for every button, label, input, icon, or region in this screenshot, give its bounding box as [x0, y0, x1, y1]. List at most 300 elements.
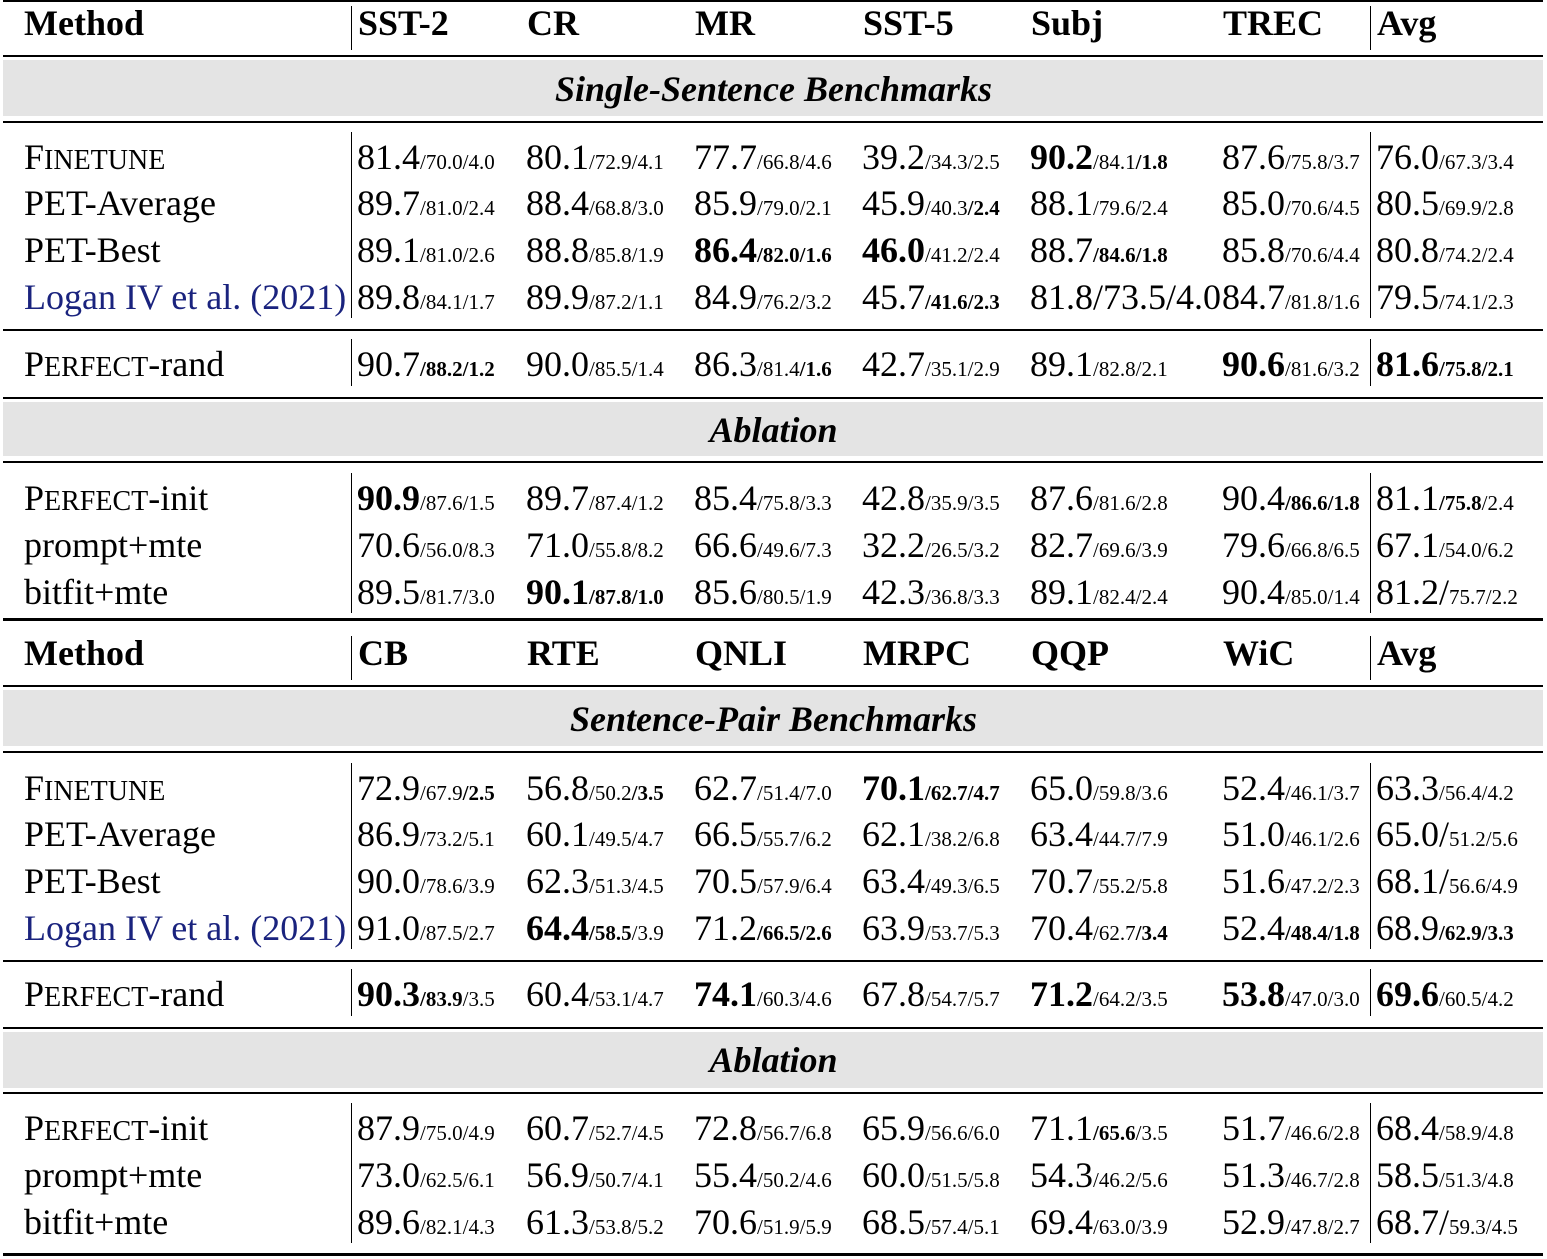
- score-std: 2.3: [1333, 874, 1360, 898]
- score-worst: 55.8: [594, 538, 632, 562]
- score-cell: [526, 861, 664, 909]
- score-separator: /: [631, 1168, 638, 1192]
- score-separator: /: [1135, 357, 1142, 381]
- table-row: [0, 974, 1547, 1014]
- column-header: CR: [527, 3, 579, 43]
- score-worst: 41.6: [930, 290, 968, 314]
- score-cell: [357, 768, 495, 816]
- score-cell: [1222, 525, 1360, 573]
- score-cell: [1376, 277, 1514, 325]
- score-worst: 46.1: [1290, 827, 1328, 851]
- score-std: 1.2: [468, 357, 495, 381]
- score-cell: [357, 1108, 495, 1156]
- score-worst: 50.2: [594, 781, 632, 805]
- score-std: 2.4: [1487, 243, 1514, 267]
- score-separator: /: [1285, 290, 1291, 314]
- method-name: [24, 1155, 202, 1195]
- score-mean: 53.8: [1222, 974, 1285, 1014]
- score-std: 3.9: [637, 921, 664, 945]
- score-mean: 32.2: [862, 525, 925, 565]
- score-separator: /: [1093, 491, 1099, 515]
- score-cell: [526, 478, 664, 526]
- score-separator: /: [757, 1121, 763, 1145]
- score-separator: /: [1093, 150, 1099, 174]
- score-separator: /: [757, 1168, 763, 1192]
- score-std: 4.7: [637, 987, 664, 1011]
- score-std: 5.2: [637, 1215, 664, 1239]
- score-std: 5.8: [973, 1168, 1000, 1192]
- score-mean: 84.9: [694, 277, 757, 317]
- score-std: 1.6: [805, 243, 832, 267]
- score-mean: 90.3: [357, 974, 420, 1014]
- method-name-first: prompt+mte: [24, 1155, 203, 1195]
- score-std: 2.2: [1491, 585, 1518, 609]
- score-cell: [357, 814, 495, 862]
- table-rule: [3, 329, 1543, 331]
- score-std: 3.0: [468, 585, 495, 609]
- score-separator: /: [799, 491, 806, 515]
- score-separator: /: [799, 538, 806, 562]
- score-separator: /: [1481, 150, 1488, 174]
- score-mean: 88.7: [1030, 230, 1093, 270]
- score-std: 4.9: [1491, 874, 1518, 898]
- score-std: 5.7: [973, 987, 1000, 1011]
- score-separator: /: [462, 196, 469, 220]
- score-cell: [862, 572, 1000, 620]
- score-mean: 45.7: [862, 277, 925, 317]
- score-std: 3.9: [1141, 538, 1168, 562]
- score-cell: [1030, 814, 1168, 862]
- score-mean: 71.2: [694, 908, 757, 948]
- score-separator: /: [1285, 1121, 1291, 1145]
- score-worst: 75.8: [762, 491, 800, 515]
- score-std: 3.5: [973, 491, 1000, 515]
- score-cell: [694, 137, 832, 185]
- score-mean: 51.3: [1222, 1155, 1285, 1195]
- score-mean: 89.1: [1030, 572, 1093, 612]
- score-cell: [1222, 768, 1360, 816]
- score-std: 4.5: [1491, 1215, 1518, 1239]
- score-std: 3.3: [805, 491, 832, 515]
- score-separator: /: [925, 1215, 931, 1239]
- score-mean: 70.7: [1030, 861, 1093, 901]
- score-std: 1.6: [805, 357, 832, 381]
- score-cell: [1030, 525, 1168, 573]
- score-cell: [1222, 1155, 1360, 1203]
- score-std: 1.9: [637, 243, 664, 267]
- score-separator: /: [967, 1121, 974, 1145]
- score-separator: /: [589, 243, 595, 267]
- score-std: 6.8: [805, 1121, 832, 1145]
- score-std: 4.4: [1333, 243, 1360, 267]
- score-worst: 62.7: [1098, 921, 1136, 945]
- column-header: SST-2: [358, 3, 449, 43]
- score-separator: /: [420, 538, 426, 562]
- score-worst: 51.3: [594, 874, 632, 898]
- score-cell: [1222, 861, 1360, 909]
- score-separator: /: [420, 357, 426, 381]
- score-separator: /: [462, 874, 469, 898]
- score-std: 3.5: [637, 781, 664, 805]
- score-std: 8.2: [637, 538, 664, 562]
- score-std: 2.5: [468, 781, 495, 805]
- score-separator: /: [1327, 538, 1334, 562]
- score-separator: /: [589, 781, 595, 805]
- score-mean: 89.6: [357, 1202, 420, 1242]
- score-std: 1.0: [637, 585, 664, 609]
- citation-link[interactable]: [24, 908, 346, 948]
- score-worst: 69.6: [1098, 538, 1136, 562]
- score-mean: 87.6: [1222, 137, 1285, 177]
- score-worst: 73.5: [1103, 277, 1167, 317]
- score-separator: /: [631, 150, 638, 174]
- score-mean: 89.9: [526, 277, 589, 317]
- score-cell: [1376, 230, 1514, 278]
- method-name: [24, 1108, 208, 1152]
- score-mean: 68.5: [862, 1202, 925, 1242]
- section-title: Single-Sentence Benchmarks: [554, 69, 993, 109]
- score-worst: 57.4: [930, 1215, 968, 1239]
- score-worst: 51.3: [1444, 1168, 1482, 1192]
- score-worst: 47.0: [1290, 987, 1328, 1011]
- score-separator: /: [1327, 150, 1334, 174]
- score-cell: [694, 230, 832, 278]
- score-cell: [862, 230, 1000, 278]
- score-mean: 90.6: [1222, 344, 1285, 384]
- score-mean: 81.4: [357, 137, 420, 177]
- score-mean: 63.4: [862, 861, 925, 901]
- score-separator: /: [799, 1215, 806, 1239]
- score-separator: /: [1093, 538, 1099, 562]
- method-name-first: P: [24, 1108, 45, 1148]
- score-mean: 66.5: [694, 814, 757, 854]
- score-separator: /: [462, 1121, 469, 1145]
- score-std: 4.6: [805, 1168, 832, 1192]
- score-worst: 82.0: [762, 243, 800, 267]
- score-separator: /: [967, 827, 974, 851]
- score-cell: [526, 1155, 664, 1203]
- score-mean: 76.0: [1376, 137, 1439, 177]
- score-separator: /: [1439, 921, 1445, 945]
- score-cell: [1376, 908, 1514, 956]
- column-header: QNLI: [695, 633, 788, 673]
- score-cell: [357, 908, 495, 956]
- table-rule: [3, 960, 1543, 962]
- score-worst: 64.2: [1098, 987, 1136, 1011]
- score-worst: 59.3: [1449, 1215, 1486, 1239]
- score-std: 6.4: [805, 874, 832, 898]
- column-separator: [1370, 6, 1371, 50]
- score-separator: /: [420, 150, 426, 174]
- score-separator: /: [1285, 196, 1291, 220]
- score-cell: [1376, 478, 1514, 526]
- score-separator: /: [925, 491, 931, 515]
- score-worst: 75.8: [1444, 357, 1482, 381]
- score-cell: [357, 1155, 495, 1203]
- score-separator: /: [462, 357, 469, 381]
- score-std: 1.8: [1141, 150, 1168, 174]
- score-separator: /: [1481, 781, 1488, 805]
- score-separator: /: [1481, 987, 1488, 1011]
- score-cell: [357, 478, 495, 526]
- score-separator: /: [1327, 585, 1334, 609]
- score-std: 2.5: [973, 150, 1000, 174]
- score-cell: [694, 861, 832, 909]
- score-cell: [694, 768, 832, 816]
- table-row: [0, 768, 1547, 808]
- score-std: 1.5: [468, 491, 495, 515]
- score-separator: /: [1439, 814, 1450, 854]
- score-worst: 53.8: [594, 1215, 632, 1239]
- method-name-smallcaps: INETUNE: [44, 145, 166, 176]
- score-worst: 62.9: [1444, 921, 1482, 945]
- score-std: 4.1: [637, 150, 664, 174]
- score-separator: /: [420, 874, 426, 898]
- score-std: 4.9: [468, 1121, 495, 1145]
- score-separator: /: [799, 243, 806, 267]
- score-separator: /: [420, 987, 426, 1011]
- score-separator: /: [967, 1215, 974, 1239]
- score-worst: 57.9: [762, 874, 800, 898]
- score-std: 3.5: [1141, 987, 1168, 1011]
- score-separator: /: [925, 781, 931, 805]
- score-std: 4.6: [805, 150, 832, 174]
- score-cell: [1222, 183, 1360, 231]
- score-separator: /: [1093, 1215, 1099, 1239]
- score-worst: 83.9: [425, 987, 463, 1011]
- score-separator: /: [1439, 150, 1445, 174]
- score-std: 3.7: [1333, 781, 1360, 805]
- column-header-method: Method: [24, 3, 144, 43]
- score-worst: 81.6: [1290, 357, 1328, 381]
- score-mean: 62.7: [694, 768, 757, 808]
- score-cell: [1030, 1202, 1168, 1250]
- score-worst: 46.6: [1290, 1121, 1328, 1145]
- score-separator: /: [1093, 921, 1099, 945]
- score-cell: [694, 572, 832, 620]
- score-separator: /: [1481, 491, 1488, 515]
- score-cell: [526, 525, 664, 573]
- score-std: 1.2: [637, 491, 664, 515]
- score-worst: 56.6: [1449, 874, 1486, 898]
- score-cell: [1030, 861, 1168, 909]
- score-separator: /: [1327, 781, 1334, 805]
- score-worst: 86.6: [1290, 491, 1328, 515]
- table-row: [0, 478, 1547, 518]
- score-mean: 89.8: [357, 277, 420, 317]
- score-mean: 74.1: [694, 974, 757, 1014]
- score-separator: /: [1135, 150, 1142, 174]
- column-separator: [351, 636, 352, 680]
- score-mean: 68.4: [1376, 1108, 1439, 1148]
- score-mean: 73.0: [357, 1155, 420, 1195]
- score-separator: /: [631, 585, 638, 609]
- score-separator: /: [1439, 491, 1445, 515]
- score-std: 2.1: [1487, 357, 1514, 381]
- score-separator: /: [589, 196, 595, 220]
- score-cell: [862, 277, 1000, 325]
- score-separator: /: [631, 1215, 638, 1239]
- score-std: 2.7: [1333, 1215, 1360, 1239]
- score-std: 3.2: [805, 290, 832, 314]
- score-cell: [357, 137, 495, 185]
- score-std: 2.4: [1141, 585, 1168, 609]
- score-std: 4.8: [1487, 1168, 1514, 1192]
- score-separator: /: [1439, 1168, 1445, 1192]
- score-worst: 81.4: [762, 357, 800, 381]
- score-std: 2.4: [1141, 196, 1168, 220]
- score-mean: 90.0: [357, 861, 420, 901]
- score-separator: /: [799, 357, 806, 381]
- method-name: [24, 861, 161, 901]
- score-cell: [694, 1202, 832, 1250]
- score-std: 6.1: [468, 1168, 495, 1192]
- score-separator: /: [1285, 243, 1291, 267]
- score-worst: 56.7: [762, 1121, 800, 1145]
- header-row: [0, 633, 1547, 673]
- score-std: 6.8: [973, 827, 1000, 851]
- score-mean: 86.4: [694, 230, 757, 270]
- table-rule: [3, 0, 1543, 2]
- score-worst: 51.4: [762, 781, 800, 805]
- score-cell: [694, 814, 832, 862]
- score-separator: /: [462, 585, 469, 609]
- score-mean: 69.4: [1030, 1202, 1093, 1242]
- score-cell: [1376, 1108, 1514, 1156]
- score-worst: 81.6: [1098, 491, 1136, 515]
- score-worst: 49.6: [762, 538, 800, 562]
- score-worst: 75.7: [1449, 585, 1486, 609]
- score-worst: 81.0: [425, 196, 463, 220]
- score-cell: [526, 1202, 664, 1250]
- score-separator: /: [757, 491, 763, 515]
- score-cell: [526, 230, 664, 278]
- score-cell: [1030, 1108, 1168, 1156]
- score-worst: 75.8: [1444, 491, 1482, 515]
- score-worst: 50.7: [594, 1168, 632, 1192]
- score-separator: /: [420, 827, 426, 851]
- score-worst: 46.2: [1098, 1168, 1136, 1192]
- score-worst: 67.9: [425, 781, 463, 805]
- score-separator: /: [1439, 572, 1450, 612]
- table-rule: [3, 751, 1543, 753]
- score-separator: /: [1285, 921, 1291, 945]
- score-mean: 89.7: [526, 478, 589, 518]
- score-cell: [862, 1202, 1000, 1250]
- score-separator: /: [1093, 1121, 1099, 1145]
- score-separator: /: [799, 921, 806, 945]
- score-cell: [357, 230, 495, 278]
- score-cell: [1030, 478, 1168, 526]
- score-separator: /: [967, 1168, 974, 1192]
- score-worst: 60.3: [762, 987, 800, 1011]
- score-std: 5.1: [468, 827, 495, 851]
- score-separator: /: [925, 290, 931, 314]
- score-std: 1.6: [1333, 290, 1360, 314]
- score-std: 2.6: [1333, 827, 1360, 851]
- score-std: 1.9: [805, 585, 832, 609]
- score-separator: /: [1327, 357, 1334, 381]
- score-separator: /: [1327, 921, 1334, 945]
- score-mean: 77.7: [694, 137, 757, 177]
- score-separator: /: [462, 1215, 469, 1239]
- method-name-first: P: [24, 344, 45, 384]
- score-separator: /: [1327, 1121, 1334, 1145]
- score-separator: /: [757, 150, 763, 174]
- table-row: [0, 908, 1547, 948]
- score-mean: 68.7: [1376, 1202, 1439, 1242]
- score-std: 8.3: [468, 538, 495, 562]
- score-worst: 76.2: [762, 290, 800, 314]
- score-separator: /: [1093, 357, 1099, 381]
- score-separator: /: [1285, 1168, 1291, 1192]
- score-cell: [1222, 1202, 1360, 1250]
- score-separator: /: [1135, 987, 1142, 1011]
- score-std: 3.7: [1333, 150, 1360, 174]
- column-header: MR: [695, 3, 755, 43]
- score-separator: /: [589, 357, 595, 381]
- score-cell: [357, 572, 495, 620]
- table-rule: [3, 1027, 1543, 1029]
- score-mean: 63.3: [1376, 768, 1439, 808]
- table-row: [0, 572, 1547, 612]
- score-mean: 90.1: [526, 572, 589, 612]
- score-separator: /: [757, 987, 763, 1011]
- score-worst: 51.2: [1449, 827, 1486, 851]
- score-separator: /: [1093, 827, 1099, 851]
- score-separator: /: [967, 781, 974, 805]
- score-separator: /: [1481, 1168, 1488, 1192]
- score-cell: [862, 1108, 1000, 1156]
- score-mean: 82.7: [1030, 525, 1093, 565]
- score-separator: /: [631, 1121, 638, 1145]
- score-separator: /: [631, 491, 638, 515]
- score-worst: 84.1: [1098, 150, 1136, 174]
- score-worst: 41.2: [930, 243, 968, 267]
- score-cell: [1376, 1202, 1518, 1250]
- score-worst: 84.6: [1098, 243, 1136, 267]
- score-worst: 82.4: [1098, 585, 1136, 609]
- score-cell: [357, 344, 495, 392]
- table-rule: [3, 55, 1543, 57]
- score-worst: 62.5: [425, 1168, 463, 1192]
- score-cell: [694, 1155, 832, 1203]
- score-separator: /: [757, 781, 763, 805]
- score-worst: 60.5: [1444, 987, 1482, 1011]
- score-separator: /: [925, 196, 931, 220]
- score-separator: /: [799, 290, 806, 314]
- citation-link[interactable]: [24, 277, 346, 317]
- score-mean: 88.4: [526, 183, 589, 223]
- score-mean: 65.0: [1376, 814, 1439, 854]
- score-mean: 90.7: [357, 344, 420, 384]
- table-rule: [3, 1253, 1543, 1256]
- score-mean: 54.3: [1030, 1155, 1093, 1195]
- score-separator: /: [631, 290, 638, 314]
- score-cell: [1222, 908, 1360, 956]
- score-mean: 72.9: [357, 768, 420, 808]
- score-worst: 54.7: [930, 987, 968, 1011]
- score-separator: /: [1285, 874, 1291, 898]
- score-worst: 68.8: [594, 196, 632, 220]
- score-std: 2.7: [468, 921, 495, 945]
- score-std: 7.3: [805, 538, 832, 562]
- score-cell: [1376, 861, 1518, 909]
- score-separator: /: [1439, 243, 1445, 267]
- score-worst: 46.7: [1290, 1168, 1328, 1192]
- score-separator: /: [1439, 538, 1445, 562]
- method-name: [24, 814, 216, 854]
